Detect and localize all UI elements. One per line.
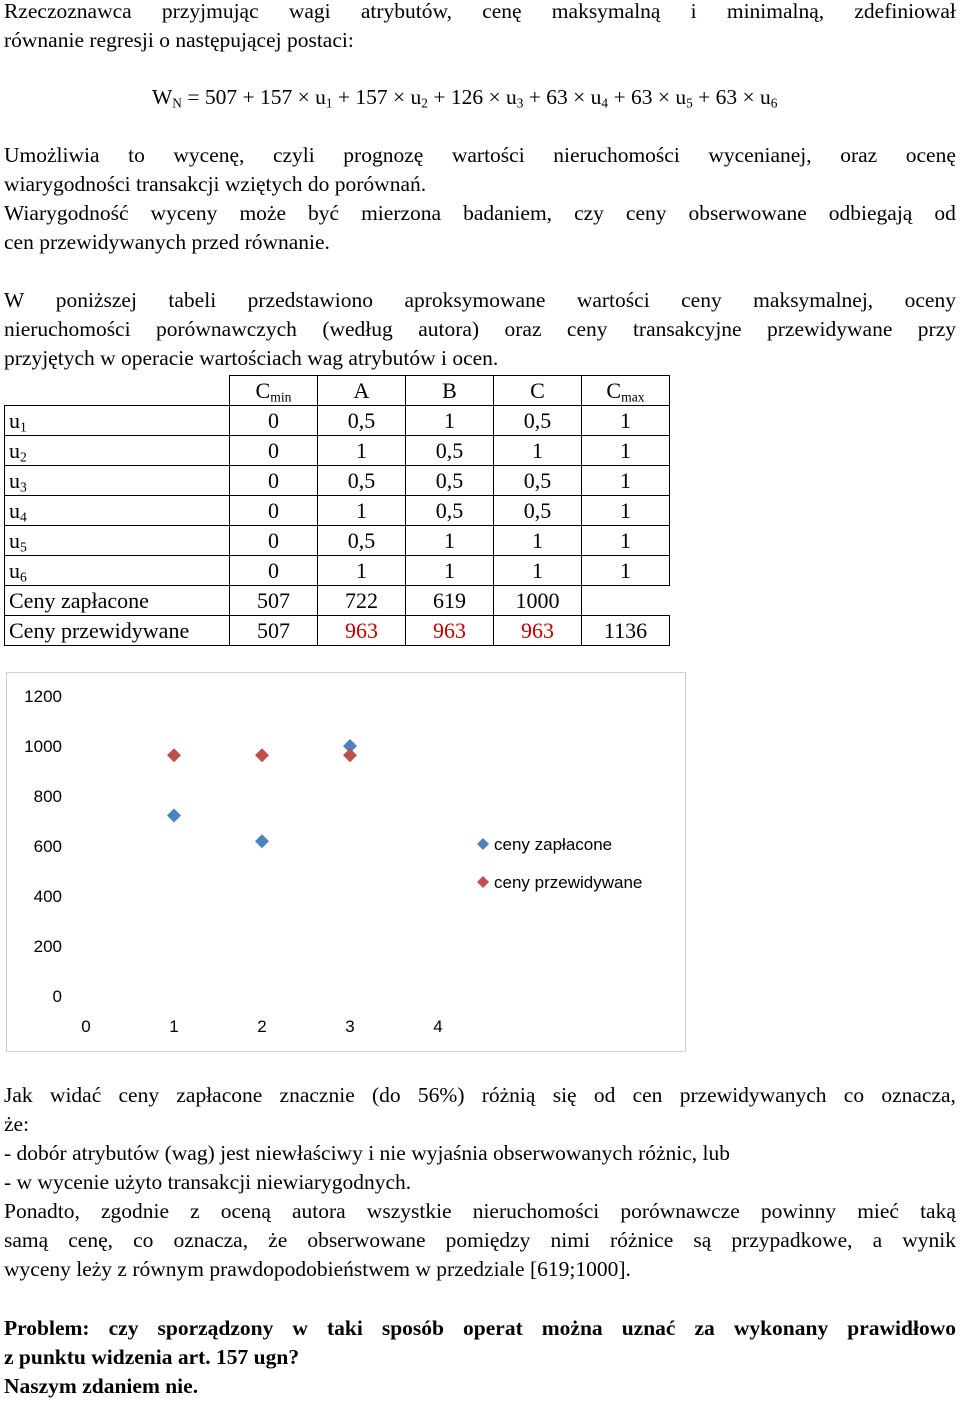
word: autora xyxy=(291,1199,346,1223)
table-cell: 722 xyxy=(318,586,406,616)
table-cell: 0 xyxy=(230,406,318,436)
table-cell: 0 xyxy=(230,526,318,556)
table-cell: 0,5 xyxy=(318,526,406,556)
word: może xyxy=(239,201,286,225)
word: widać xyxy=(49,1083,102,1107)
word: mierzona xyxy=(361,201,442,225)
x-tick-label: 2 xyxy=(257,1017,267,1036)
word: autora) xyxy=(418,317,480,341)
word: ceny xyxy=(625,201,667,225)
word: obserwowane xyxy=(307,1228,426,1252)
table-cell-highlight: 963 xyxy=(318,616,406,646)
para3-line-7: wyceny leży z równym prawdopodobieństwem w przedziale [619;1000]. xyxy=(4,1257,631,1281)
word: za xyxy=(694,1316,715,1340)
table-row-paid xyxy=(5,586,670,616)
para3-line-5 xyxy=(4,1197,956,1226)
word: znacznie xyxy=(279,1083,355,1107)
word: różnią xyxy=(481,1083,536,1107)
word: taki xyxy=(326,1316,363,1340)
y-tick-label: 1000 xyxy=(24,737,62,756)
header-b: B xyxy=(406,376,494,406)
intro-line-1 xyxy=(4,0,956,26)
word: porównawczych xyxy=(156,317,297,341)
word: Umożliwia xyxy=(4,143,100,167)
word: można xyxy=(541,1316,603,1340)
word: przypadkowe, xyxy=(731,1228,853,1252)
word: oznacza, xyxy=(173,1228,249,1252)
word: od xyxy=(934,201,956,225)
row-label: Ceny przewidywane xyxy=(5,616,230,646)
header-cmax: $C_{max}$ xyxy=(582,376,670,406)
word: to xyxy=(128,143,145,167)
header-a: A xyxy=(318,376,406,406)
word: prawidłowo xyxy=(847,1316,956,1340)
word: prognozę xyxy=(343,143,424,167)
word: zdefiniował xyxy=(854,0,956,23)
word: ceny xyxy=(681,288,722,312)
word: obserwowane xyxy=(688,201,807,225)
word: różnice xyxy=(610,1228,674,1252)
word: z xyxy=(190,1199,200,1223)
x-tick-label: 4 xyxy=(433,1017,443,1036)
word: Ponadto, xyxy=(4,1199,80,1223)
table-cell: 0,5 xyxy=(406,496,494,526)
legend-label: ceny zapłacone xyxy=(494,835,613,854)
table-cell: 0,5 xyxy=(406,436,494,466)
para2-line-1 xyxy=(4,286,956,315)
word: co xyxy=(843,1083,865,1107)
word: czy xyxy=(108,1316,139,1340)
para3-line-4: - w wycenie użyto transakcji niewiarygodnych. xyxy=(4,1170,412,1194)
para2-line-2 xyxy=(4,315,956,344)
table-cell: 0,5 xyxy=(318,406,406,436)
word: tabeli xyxy=(168,288,217,312)
table-cell: 1 xyxy=(582,436,670,466)
word: uznać xyxy=(621,1316,676,1340)
row-label: $u_4$ xyxy=(5,496,230,526)
table-row xyxy=(5,406,670,436)
word: zgodnie xyxy=(100,1199,170,1223)
word: ocenę xyxy=(905,143,956,167)
weights-table xyxy=(4,375,670,646)
y-tick-label: 800 xyxy=(33,787,62,806)
word: poniższej xyxy=(55,288,137,312)
word: w xyxy=(292,1316,308,1340)
word: przyjmując xyxy=(161,0,259,23)
word: Problem: xyxy=(4,1316,90,1340)
para3-line-3: - dobór atrybutów (wag) jest niewłaściwy i nie wyjaśnia obserwowanych różnic, lub xyxy=(4,1141,731,1165)
word: oceny xyxy=(904,288,956,312)
x-tick-label: 3 xyxy=(345,1017,355,1036)
word: operat xyxy=(463,1316,523,1340)
y-tick-label: 600 xyxy=(33,837,62,856)
word: od xyxy=(593,1083,616,1107)
table-cell: 1 xyxy=(494,556,582,586)
para1-line-2: wiarygodności transakcji wziętych do porównań. xyxy=(4,172,427,196)
y-tick-label: 400 xyxy=(33,887,62,906)
table-row xyxy=(5,526,670,556)
header-cmin: $C_{min}$ xyxy=(230,376,318,406)
regression-equation: $W_N = 507 + 157 \times u_1 + 157 \times u_2 + 126 \times u_3 + 63 \times u_4 + 63 \times u_5 + 63 \times u_6$ xyxy=(152,85,778,111)
word: wszystkie xyxy=(366,1199,452,1223)
para1-line-3 xyxy=(4,199,956,228)
word: wagi xyxy=(288,0,331,23)
word: czyli xyxy=(272,143,315,167)
table-cell: 1 xyxy=(582,466,670,496)
table-cell-highlight: 963 xyxy=(406,616,494,646)
table-cell: 0 xyxy=(230,556,318,586)
word: cenę xyxy=(482,0,522,23)
word: badaniem, xyxy=(463,201,553,225)
word: aproksymowane xyxy=(404,288,546,312)
table-cell: 0 xyxy=(230,466,318,496)
word: porównawcze xyxy=(620,1199,740,1223)
word: sporządzony xyxy=(157,1316,274,1340)
table-cell: 0,5 xyxy=(494,406,582,436)
table-cell: 0,5 xyxy=(318,466,406,496)
word: że xyxy=(268,1228,288,1252)
word: maksymalną xyxy=(551,0,661,23)
word: czy xyxy=(574,201,604,225)
word: wyceny xyxy=(150,201,218,225)
word: przewidywane xyxy=(767,317,893,341)
word: wartości xyxy=(576,288,650,312)
table-cell: 1 xyxy=(318,496,406,526)
table-cell: 1 xyxy=(582,406,670,436)
x-tick-label: 1 xyxy=(169,1017,179,1036)
table-cell: 0,5 xyxy=(494,496,582,526)
table-cell: 1 xyxy=(318,436,406,466)
word: co xyxy=(133,1228,154,1252)
para3-line-6 xyxy=(4,1226,956,1255)
legend-label: ceny przewidywane xyxy=(494,873,643,892)
word: minimalną, xyxy=(726,0,825,23)
word: być xyxy=(308,201,340,225)
word: mieć xyxy=(857,1199,899,1223)
para1-line-1 xyxy=(4,141,956,170)
word: oraz xyxy=(840,143,878,167)
word: wycenianej, xyxy=(708,143,812,167)
table-cell: 1 xyxy=(582,526,670,556)
table-cell: 0 xyxy=(230,436,318,466)
word: odbiegają xyxy=(828,201,913,225)
price-scatter-chart xyxy=(6,672,686,1052)
word: powinny xyxy=(760,1199,837,1223)
word: ceny xyxy=(566,317,608,341)
word: nimi xyxy=(550,1228,590,1252)
table-cell: 1136 xyxy=(582,616,670,646)
table-cell-highlight: 963 xyxy=(494,616,582,646)
word: a xyxy=(872,1228,883,1252)
word: wykonany xyxy=(733,1316,829,1340)
intro-line-2: równanie regresji o następującej postaci: xyxy=(4,28,354,52)
table-cell: 1 xyxy=(582,556,670,586)
table-row xyxy=(5,556,670,586)
table-cell: 1 xyxy=(582,496,670,526)
table-row xyxy=(5,466,670,496)
table-cell: 1 xyxy=(406,406,494,436)
table-cell: 0,5 xyxy=(406,466,494,496)
word: cenę, xyxy=(68,1228,114,1252)
table-cell: 619 xyxy=(406,586,494,616)
word: są xyxy=(693,1228,712,1252)
word: przy xyxy=(917,317,956,341)
para2-line-3: przyjętych w operacie wartościach wag atrybutów i ocen. xyxy=(4,346,499,370)
y-tick-label: 1200 xyxy=(24,687,62,706)
word: przewidywanych xyxy=(679,1083,827,1107)
word: i xyxy=(690,0,697,23)
word: transakcyjne xyxy=(632,317,742,341)
y-tick-label: 200 xyxy=(33,937,62,956)
problem-line-3: Naszym zdaniem nie. xyxy=(4,1374,199,1398)
table-row xyxy=(5,436,670,466)
word: zapłacone xyxy=(176,1083,263,1107)
problem-line-2: z punktu widzenia art. 157 ugn? xyxy=(4,1345,300,1369)
table-corner xyxy=(5,376,230,406)
word: oraz xyxy=(504,317,542,341)
table-cell: 0,5 xyxy=(494,466,582,496)
word: oceną xyxy=(220,1199,271,1223)
table-cell: 1000 xyxy=(494,586,582,616)
word: nieruchomości xyxy=(472,1199,600,1223)
word: wartości xyxy=(451,143,525,167)
word: nieruchomości xyxy=(4,317,131,341)
word: oznacza, xyxy=(881,1083,956,1107)
word: pomiędzy xyxy=(445,1228,531,1252)
row-label: $u_3$ xyxy=(5,466,230,496)
table-cell: 1 xyxy=(494,526,582,556)
word: przedstawiono xyxy=(247,288,374,312)
table-cell: 0 xyxy=(230,496,318,526)
word: taką xyxy=(920,1199,956,1223)
table-cell: 1 xyxy=(406,526,494,556)
word: (według xyxy=(322,317,393,341)
word: wynik xyxy=(902,1228,956,1252)
header-c: C xyxy=(494,376,582,406)
word: wycenę, xyxy=(173,143,245,167)
table-cell: 1 xyxy=(494,436,582,466)
table-row xyxy=(5,496,670,526)
word: samą xyxy=(4,1228,49,1252)
word: Rzeczoznawca xyxy=(4,0,132,23)
x-tick-label: 0 xyxy=(81,1017,91,1036)
y-tick-label: 0 xyxy=(52,987,62,1006)
word: (do xyxy=(371,1083,401,1107)
word: Wiarygodność xyxy=(4,201,129,225)
word: się xyxy=(552,1083,577,1107)
row-label: $u_5$ xyxy=(5,526,230,556)
row-label: $u_6$ xyxy=(5,556,230,586)
table-cell: 1 xyxy=(406,556,494,586)
word: W xyxy=(4,288,25,312)
table-cell-empty xyxy=(582,586,670,616)
word: atrybutów, xyxy=(360,0,452,23)
para3-line-1 xyxy=(4,1081,956,1110)
word: 56%) xyxy=(417,1083,465,1107)
row-label: $u_1$ xyxy=(5,406,230,436)
word: Jak xyxy=(4,1083,33,1107)
word: maksymalnej, xyxy=(753,288,874,312)
table-cell: 507 xyxy=(230,586,318,616)
para3-line-2: że: xyxy=(4,1112,30,1136)
word: ceny xyxy=(118,1083,160,1107)
para1-line-4: cen przewidywanych przed równanie. xyxy=(4,230,330,254)
problem-line-1 xyxy=(4,1314,956,1343)
table-header-row xyxy=(5,376,670,406)
word: sposób xyxy=(381,1316,444,1340)
row-label: Ceny zapłacone xyxy=(5,586,230,616)
table-cell: 507 xyxy=(230,616,318,646)
word: cen xyxy=(632,1083,663,1107)
chart-frame xyxy=(7,673,686,1052)
word: nieruchomości xyxy=(553,143,680,167)
row-label: $u_2$ xyxy=(5,436,230,466)
table-cell: 1 xyxy=(318,556,406,586)
table-row-predicted xyxy=(5,616,670,646)
